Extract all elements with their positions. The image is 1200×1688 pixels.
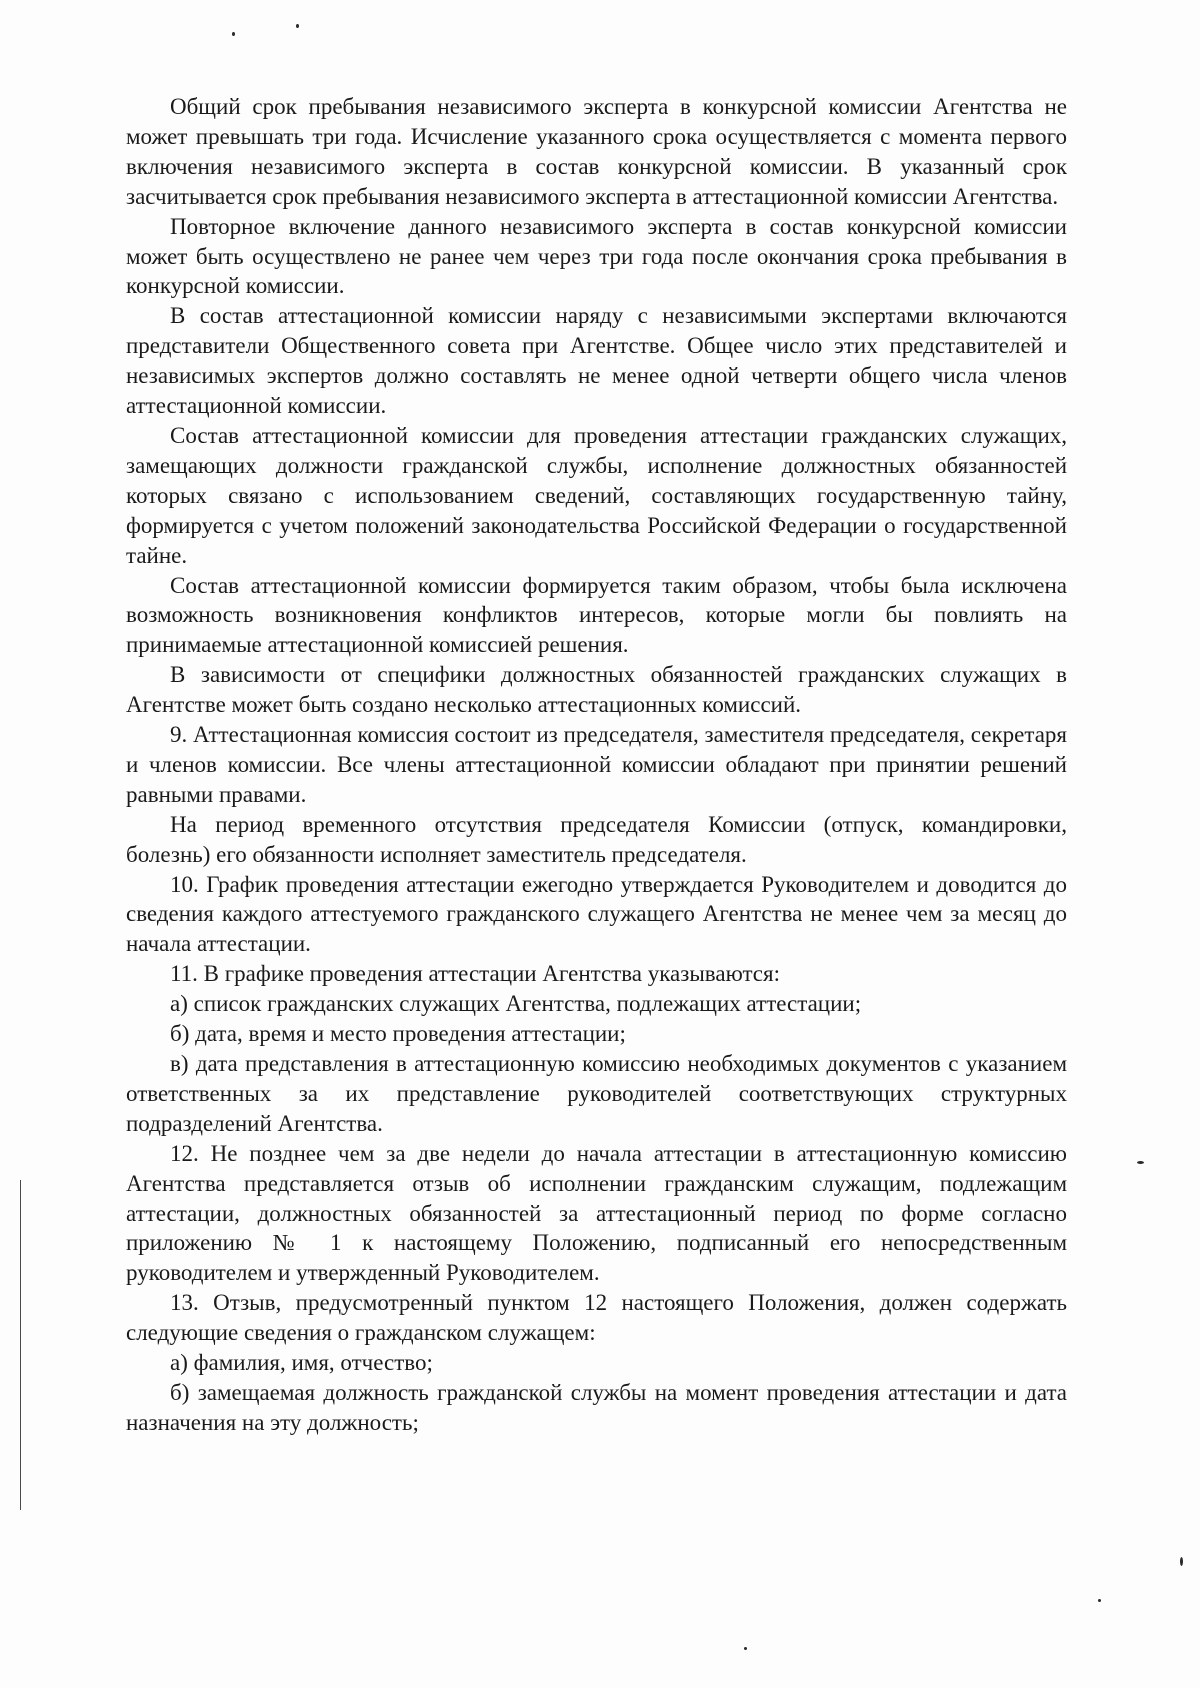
list-item: б) дата, время и место проведения аттестации; <box>170 1021 626 1047</box>
document-body <box>126 92 1067 1438</box>
list-item: а) список гражданских служащих Агентства, подлежащих аттестации; <box>170 991 862 1017</box>
paragraph: Состав аттестационной комиссии для проведения аттестации гражданских служащих, замещающих должности гражданской службы, исполнение должностных обязанностей которых связано с использованием сведений, составляющих государственную тайну, формируется с учетом положений законодательства Российской Федерации о государственной тайне. <box>126 422 1067 568</box>
paragraph: 10. График проведения аттестации ежегодно утверждается Руководителем и доводится до сведения каждого аттестуемого гражданского служащего Агентства не менее чем за месяц до начала аттестации. <box>126 871 1067 957</box>
paragraph: 13. Отзыв, предусмотренный пунктом 12 настоящего Положения, должен содержать следующие сведения о гражданском служащем: <box>126 1290 1067 1346</box>
paragraph: 12. Не позднее чем за две недели до начала аттестации в аттестационную комиссию Агентства представляется отзыв об исполнении гражданским служащим, подлежащим аттестации, должностных обязанностей за аттестационный период по форме согласно приложению № 1 к настоящему Положению, подписанный его непосредственным руководителем и утвержденный Руководителем. <box>126 1140 1067 1286</box>
scan-speck <box>1137 1161 1144 1164</box>
scan-speck <box>1098 1599 1101 1602</box>
paragraph: 11. В графике проведения аттестации Агентства указываются: <box>170 961 780 987</box>
scan-edge-line <box>20 1180 21 1510</box>
paragraph: В зависимости от специфики должностных обязанностей гражданских служащих в Агентстве может быть создано несколько аттестационных комиссий. <box>126 662 1067 718</box>
list-item: а) фамилия, имя, отчество; <box>170 1350 433 1376</box>
paragraph: Повторное включение данного независимого эксперта в состав конкурсной комиссии может быть осуществлено не ранее чем через три года после окончания срока пребывания в конкурсной комиссии. <box>126 213 1067 299</box>
paragraph: Общий срок пребывания независимого эксперта в конкурсной комиссии Агентства не может превышать три года. Исчисление указанного срока осуществляется с момента первого включения независимого эксперта в состав конкурсной комиссии. В указанный срок засчитывается срок пребывания независимого эксперта в аттестационной комиссии Агентства. <box>126 94 1067 209</box>
scan-speck <box>744 1647 747 1650</box>
list-item: в) дата представления в аттестационную комиссию необходимых документов с указанием ответственных за их представление руководителей соответствующих структурных подразделений Агентства. <box>126 1051 1067 1136</box>
list-item: б) замещаемая должность гражданской службы на момент проведения аттестации и дата назначения на эту должность; <box>126 1379 1067 1435</box>
scan-speck <box>296 24 299 28</box>
paragraph: 9. Аттестационная комиссия состоит из председателя, заместителя председателя, секретаря и членов комиссии. Все члены аттестационной комиссии обладают при принятии решений равными правами. <box>126 722 1067 807</box>
scan-speck <box>1180 1557 1183 1566</box>
scan-speck <box>232 32 235 36</box>
paragraph: На период временного отсутствия председателя Комиссии (отпуск, командировки, болезнь) его обязанности исполняет заместитель председателя. <box>126 811 1067 867</box>
paragraph: Состав аттестационной комиссии формируется таким образом, чтобы была исключена возможность возникновения конфликтов интересов, которые могли бы повлиять на принимаемые аттестационной комиссией решения. <box>126 572 1067 658</box>
paragraph: В состав аттестационной комиссии наряду с независимыми экспертами включаются представители Общественного совета при Агентстве. Общее число этих представителей и независимых экспертов должно составлять не менее одной четверти общего числа членов аттестационной комиссии. <box>126 303 1067 419</box>
